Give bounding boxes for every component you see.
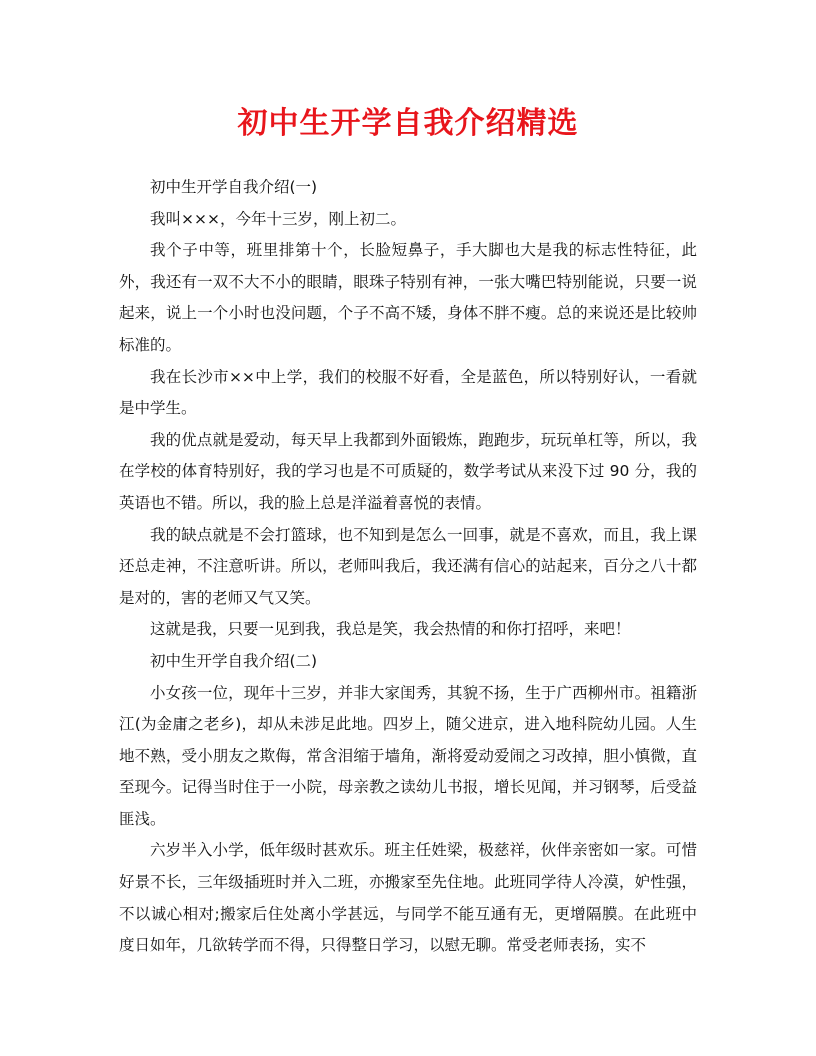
paragraph-heading-1: 初中生开学自我介绍(一): [150, 178, 318, 196]
paragraph: 我的优点就是爱动，每天早上我都到外面锻炼，跑跑步，玩玩单杠等，所以，我在学校的体育特别好，我的学习也是不可质疑的，数学考试从来没下过 90 分，我的英语也不错。所以，我的脸上总是洋溢着喜悦的表情。: [119, 430, 697, 512]
paragraph: 这就是我，只要一见到我，我总是笑，我会热情的和你打招呼，来吧！: [150, 620, 631, 639]
document-body: [119, 172, 697, 962]
paragraph: 我在长沙市××中上学，我们的校服不好看，全是蓝色，所以特别好认，一看就是中学生。: [119, 367, 697, 418]
paragraph-heading-2: 初中生开学自我介绍(二): [150, 651, 318, 670]
paragraph: 我的缺点就是不会打篮球，也不知到是怎么一回事，就是不喜欢，而且，我上课还总走神，不注意听讲。所以，老师叫我后，我还满有信心的站起来，百分之八十都是对的，害的老师又气又笑。: [119, 525, 697, 607]
paragraph: 小女孩一位，现年十三岁，并非大家闺秀，其貌不扬，生于广西柳州市。祖籍浙江(为金庸之老乡)，却从未涉足此地。四岁上，随父进京，进入地科院幼儿园。人生地不熟，受小朋友之欺侮，常含泪缩于墙角，渐将爱动爱闹之习改掉，胆小慎微，直至现今。记得当时住于一小院，母亲教之读幼儿书报，增长见闻，并习钢琴，后受益匪浅。: [119, 683, 697, 828]
document-title: 初中生开学自我介绍精选: [237, 106, 579, 141]
paragraph: 我叫×××，今年十三岁，刚上初二。: [150, 209, 406, 228]
paragraph: 六岁半入小学，低年级时甚欢乐。班主任姓梁，极慈祥，伙伴亲密如一家。可惜好景不长，三年级插班时并入二班，亦搬家至先住地。此班同学待人冷漠，妒性强，不以诚心相对;搬家后住处离小学甚远，与同学不能互通有无，更增隔膜。在此班中度日如年，几欲转学而不得，只得整日学习，以慰无聊。常受老师表扬，实不: [119, 841, 697, 955]
paragraph: 我个子中等，班里排第十个，长脸短鼻子，手大脚也大是我的标志性特征，此外，我还有一双不大不小的眼睛，眼珠子特别有神，一张大嘴巴特别能说，只要一说起来，说上一个小时也没问题，个子不高不矮，身体不胖不瘦。总的来说还是比较帅标准的。: [119, 241, 697, 354]
